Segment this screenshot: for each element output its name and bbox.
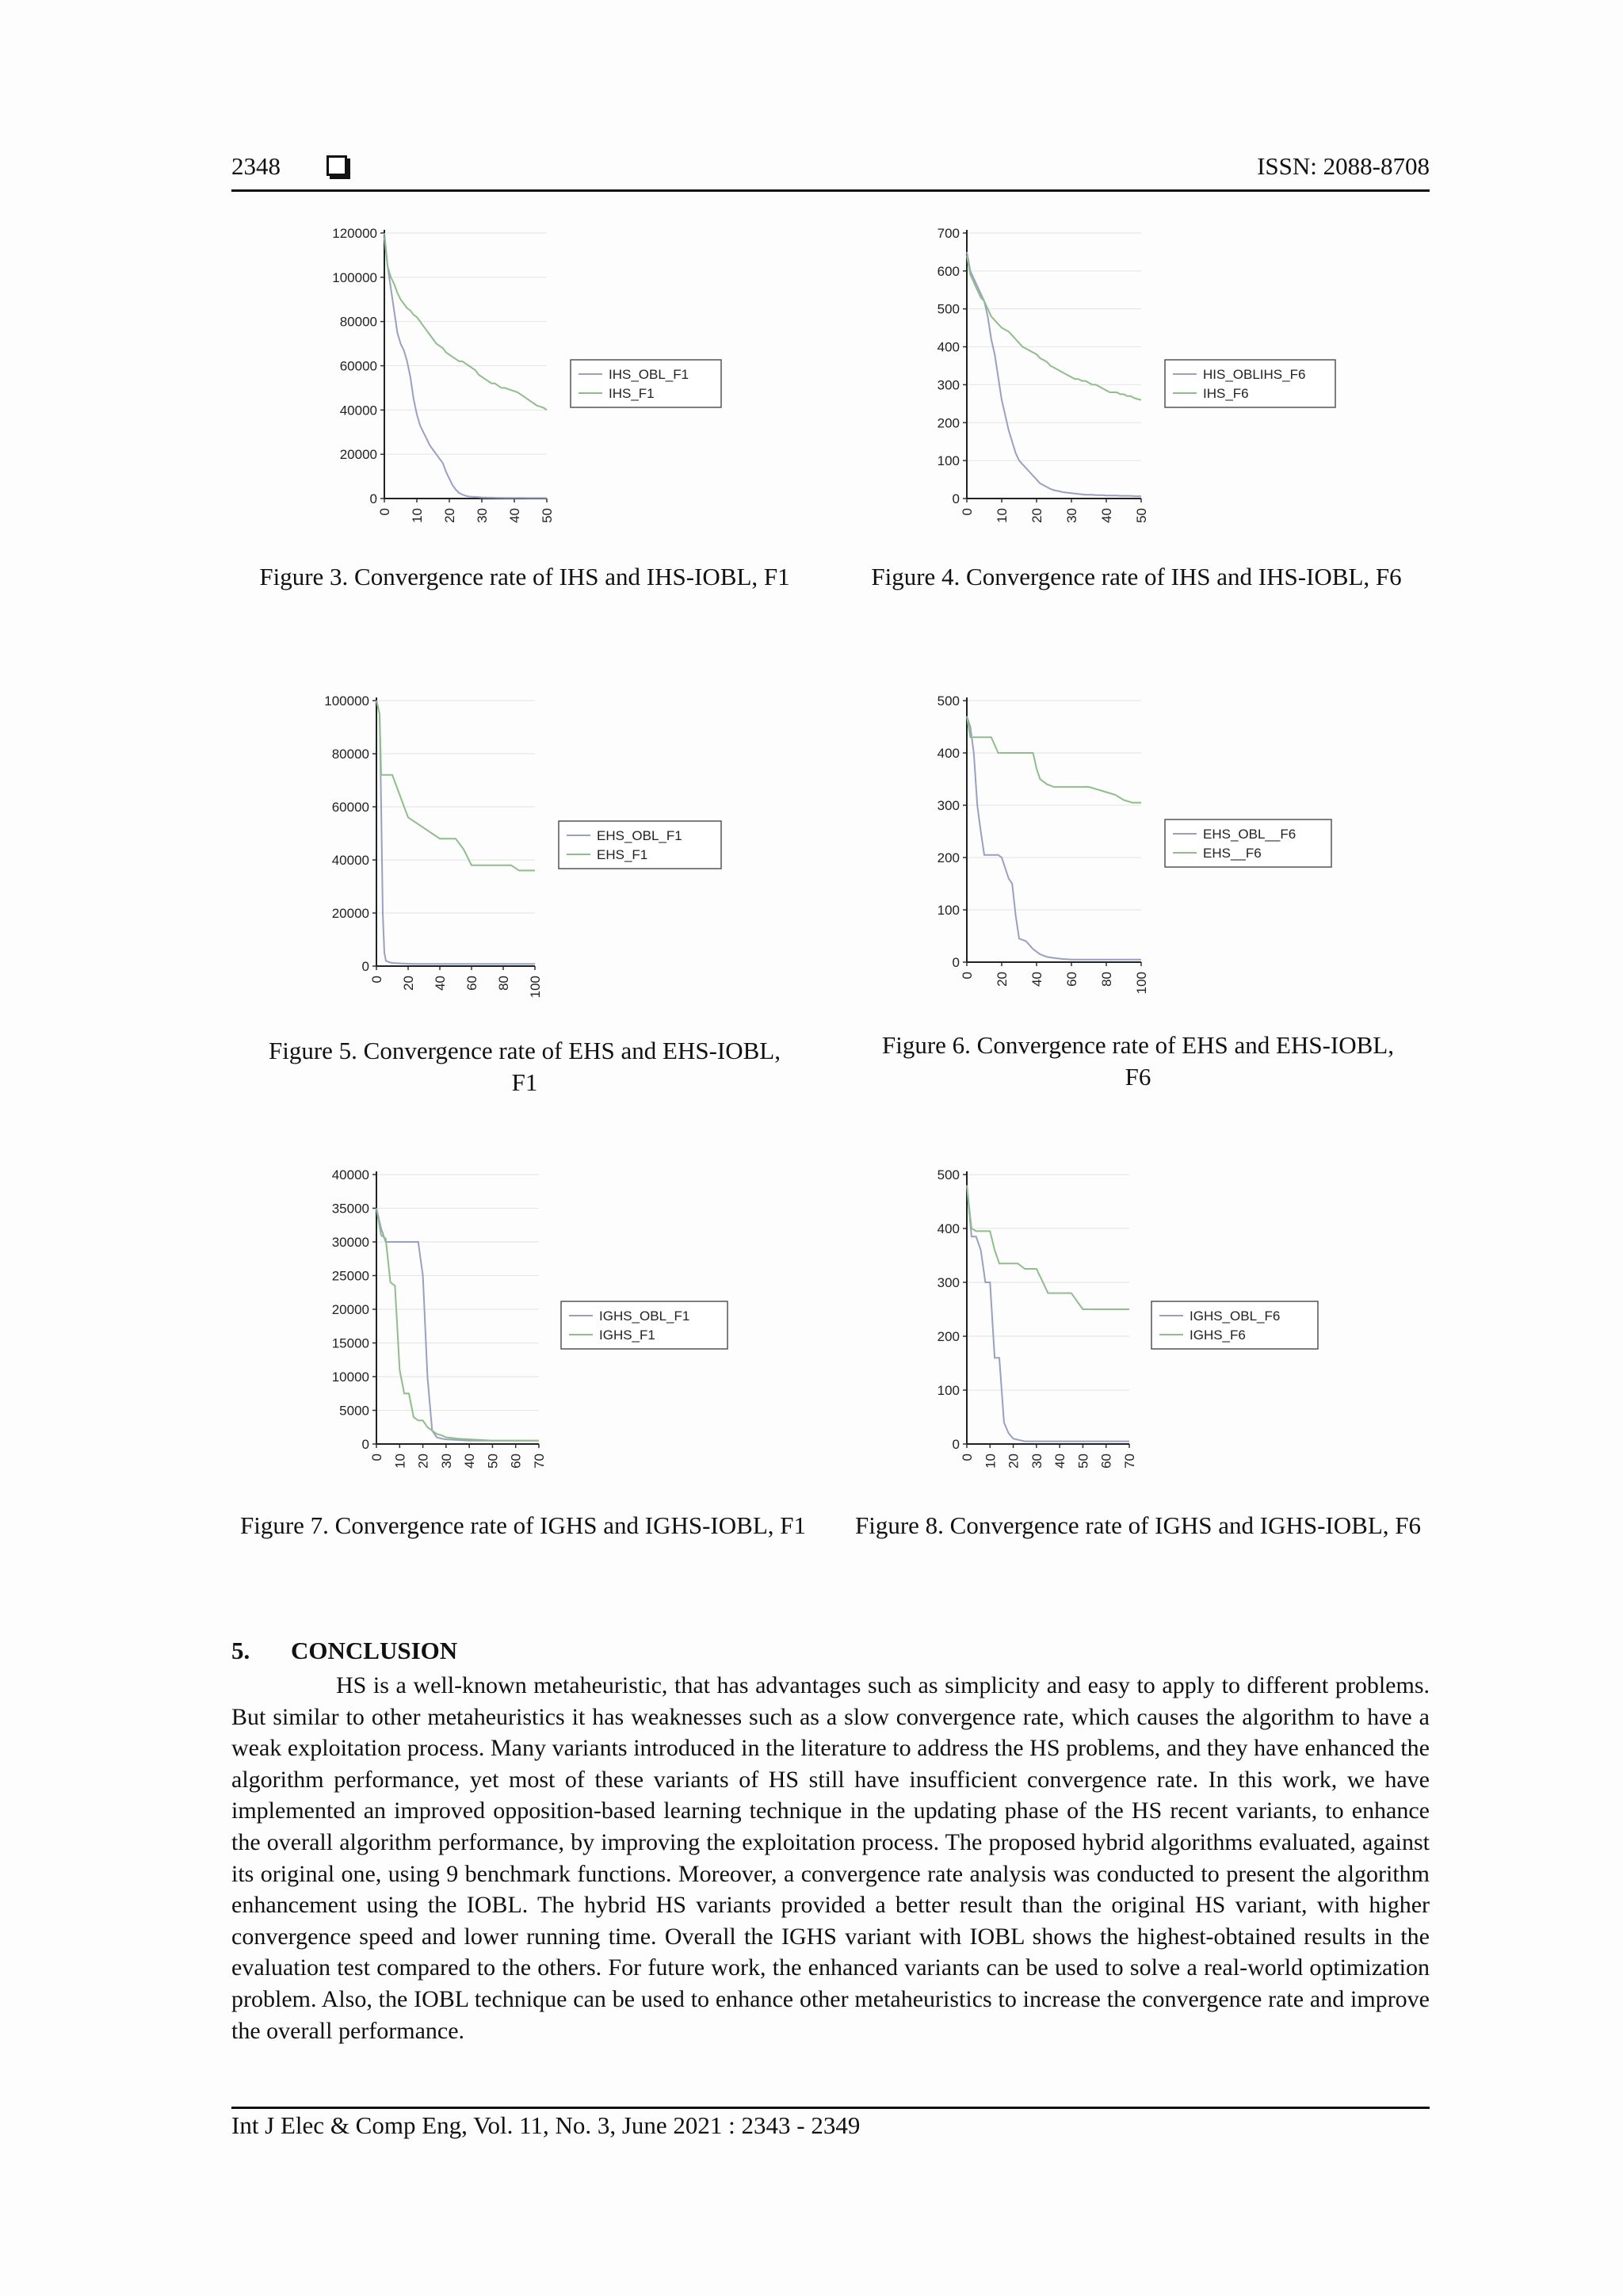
- figure-7-chart: [309, 1163, 735, 1488]
- y-tick-label: 100000: [332, 269, 377, 285]
- y-tick-label: 25000: [331, 1268, 369, 1284]
- x-tick-label: 40: [507, 508, 522, 523]
- x-tick-label: 50: [485, 1454, 501, 1469]
- legend-label: EHS_F1: [597, 847, 648, 862]
- x-tick-label: 0: [960, 508, 975, 516]
- x-tick-label: 30: [1029, 1454, 1044, 1469]
- x-tick-label: 20: [401, 976, 416, 991]
- page-number: 2348: [231, 152, 281, 180]
- legend-label: HIS_OBLIHS_F6: [1203, 367, 1306, 382]
- section-number: 5.: [231, 1637, 250, 1664]
- page-header: [231, 152, 1430, 192]
- y-tick-label: 20000: [331, 906, 369, 921]
- x-tick-label: 30: [438, 1454, 454, 1469]
- issn-label: ISSN: 2088-8708: [1257, 152, 1430, 180]
- x-tick-label: 20: [442, 508, 457, 523]
- figure-3-caption: Figure 3. Convergence rate of IHS and IHS-IOBL, F1: [259, 563, 790, 590]
- legend-label: EHS_OBL__F6: [1203, 827, 1296, 842]
- x-tick-label: 10: [392, 1454, 408, 1469]
- y-tick-label: 20000: [331, 1302, 369, 1317]
- y-tick-label: 300: [937, 377, 960, 393]
- x-tick-label: 80: [496, 976, 511, 991]
- figure-3-chart: [317, 222, 729, 543]
- legend-label: IGHS_F6: [1190, 1328, 1246, 1343]
- legend-label: IHS_OBL_F1: [609, 367, 689, 382]
- y-tick-label: 500: [937, 693, 960, 709]
- chart-svg: [317, 222, 729, 543]
- y-tick-label: 5000: [339, 1403, 369, 1419]
- y-tick-label: 300: [937, 1275, 960, 1290]
- figure-5-caption: Figure 5. Convergence rate of EHS and EHS-IOBL, F1: [269, 1037, 781, 1096]
- section-heading: [231, 1637, 457, 1665]
- series-line-2: [967, 716, 1141, 803]
- series-line-1: [376, 1209, 539, 1441]
- legend-label: IGHS_OBL_F6: [1190, 1308, 1281, 1324]
- figure-4-caption: Figure 4. Convergence rate of IHS and IHS-IOBL, F6: [871, 563, 1402, 590]
- x-tick-label: 20: [995, 972, 1010, 987]
- y-tick-label: 400: [937, 339, 960, 355]
- x-tick-label: 30: [475, 508, 490, 523]
- y-tick-label: 0: [952, 491, 960, 506]
- x-tick-label: 80: [1099, 972, 1114, 987]
- x-tick-label: 20: [1006, 1454, 1022, 1469]
- x-tick-label: 0: [369, 1454, 384, 1461]
- series-line-1: [967, 252, 1141, 496]
- x-tick-label: 0: [369, 976, 384, 984]
- x-tick-label: 40: [1029, 972, 1044, 987]
- series-line-2: [967, 256, 1141, 400]
- x-tick-label: 70: [1122, 1454, 1137, 1469]
- y-tick-label: 0: [369, 491, 377, 506]
- figure-5-chart: [309, 690, 729, 1010]
- x-tick-label: 20: [415, 1454, 431, 1469]
- chart-svg: [309, 1163, 735, 1488]
- x-tick-label: 60: [1098, 1454, 1114, 1469]
- x-tick-label: 60: [464, 976, 479, 991]
- x-tick-label: 100: [528, 976, 543, 999]
- x-tick-label: 0: [960, 972, 975, 980]
- y-tick-label: 600: [937, 263, 960, 279]
- footer-rule: [231, 2107, 1430, 2109]
- y-tick-label: 40000: [331, 1167, 369, 1182]
- y-tick-label: 200: [937, 850, 960, 865]
- x-tick-label: 50: [1134, 508, 1149, 523]
- y-tick-label: 60000: [339, 358, 377, 374]
- x-tick-label: 60: [1064, 972, 1079, 987]
- y-tick-label: 15000: [331, 1335, 369, 1351]
- x-tick-label: 40: [1052, 1454, 1068, 1469]
- y-tick-label: 0: [361, 959, 369, 974]
- y-tick-label: 700: [937, 226, 960, 241]
- y-tick-label: 500: [937, 301, 960, 317]
- series-line-2: [384, 238, 547, 411]
- legend-label: EHS_OBL_F1: [597, 828, 682, 843]
- x-tick-label: 20: [1029, 508, 1044, 523]
- figure-7-caption: Figure 7. Convergence rate of IGHS and IGHS-IOBL, F1: [239, 1511, 806, 1539]
- figure-6-caption: Figure 6. Convergence rate of EHS and EHS-IOBL, F6: [882, 1031, 1394, 1091]
- y-tick-label: 100: [937, 903, 960, 918]
- y-tick-label: 400: [937, 746, 960, 761]
- y-tick-label: 40000: [339, 403, 377, 418]
- y-tick-label: 100: [937, 1383, 960, 1398]
- y-tick-label: 500: [937, 1167, 960, 1182]
- x-tick-label: 10: [983, 1454, 999, 1469]
- y-tick-label: 300: [937, 798, 960, 813]
- x-tick-label: 50: [1075, 1454, 1091, 1469]
- x-tick-label: 0: [377, 508, 392, 516]
- figure-4-chart: [919, 222, 1343, 543]
- page-footer: Int J Elec & Comp Eng, Vol. 11, No. 3, June 2021 : 2343 - 2349: [231, 2111, 861, 2139]
- chart-svg: [919, 690, 1339, 1007]
- x-tick-label: 30: [1064, 508, 1079, 523]
- x-tick-label: 0: [960, 1454, 975, 1461]
- y-tick-label: 20000: [339, 447, 377, 463]
- section-title: CONCLUSION: [291, 1637, 458, 1664]
- x-tick-label: 70: [532, 1454, 547, 1469]
- y-tick-label: 30000: [331, 1235, 369, 1250]
- y-tick-label: 40000: [331, 853, 369, 868]
- y-tick-label: 10000: [331, 1370, 369, 1385]
- legend-label: IHS_F1: [609, 386, 655, 401]
- figure-8-chart: [919, 1163, 1326, 1488]
- y-tick-label: 200: [937, 1329, 960, 1344]
- y-tick-label: 100: [937, 453, 960, 469]
- x-tick-label: 10: [995, 508, 1010, 523]
- chart-svg: [919, 222, 1343, 543]
- y-tick-label: 0: [952, 955, 960, 970]
- legend-label: IGHS_F1: [599, 1328, 655, 1343]
- conclusion-paragraph: [231, 1670, 1430, 2046]
- y-tick-label: 100000: [324, 693, 369, 709]
- y-tick-label: 60000: [331, 800, 369, 815]
- chart-svg: [919, 1163, 1326, 1488]
- header-rule: [231, 189, 1430, 192]
- x-tick-label: 100: [1134, 972, 1149, 995]
- legend-label: IGHS_OBL_F1: [599, 1308, 690, 1324]
- y-tick-label: 120000: [332, 226, 377, 241]
- x-tick-label: 40: [433, 976, 448, 991]
- series-line-1: [376, 701, 535, 964]
- chart-svg: [309, 690, 729, 1010]
- series-line-2: [376, 1209, 539, 1441]
- checkbox-symbol-icon: [327, 155, 347, 176]
- conclusion-text: HS is a well-known metaheuristic, that has advantages such as simplicity and easy to apply to different problems. But similar to other metaheuristics it has weaknesses such as a slow convergence rate, which causes the algorithm to have a weak exploitation process. Many variants introduced in the literature to address the HS problems, and they have enhanced the algorithm performance, yet most of these variants of HS still have insufficient convergence rate. In this work, we have implemented an improved opposition-based learning technique in the updating phase of the HS recent variants, to enhance the overall algorithm performance, by improving the exploitation process. The proposed hybrid algorithms evaluated, against its original one, using 9 benchmark functions. Moreover, a convergence rate analysis was conducted to present the algorithm enhancement using the IOBL. The hybrid HS variants provided a better result than the original HS variant, with higher convergence speed and lower running time. Overall the IGHS variant with IOBL shows the highest-obtained results in the evaluation test compared to the others. For future work, the enhanced variants can be used to solve a real-world optimization problem. Also, the IOBL technique can be used to enhance other metaheuristics to increase the convergence rate and improve the overall performance.: [231, 1672, 1430, 2044]
- series-line-2: [376, 701, 535, 870]
- y-tick-label: 0: [952, 1437, 960, 1452]
- y-tick-label: 80000: [331, 747, 369, 762]
- x-tick-label: 40: [462, 1454, 478, 1469]
- y-tick-label: 35000: [331, 1201, 369, 1217]
- y-tick-label: 80000: [339, 314, 377, 330]
- y-tick-label: 400: [937, 1221, 960, 1236]
- legend-label: EHS__F6: [1203, 846, 1262, 861]
- x-tick-label: 40: [1099, 508, 1114, 523]
- x-tick-label: 60: [508, 1454, 524, 1469]
- figure-6-chart: [919, 690, 1339, 1007]
- series-line-1: [967, 1186, 1129, 1442]
- y-tick-label: 0: [361, 1437, 369, 1452]
- x-tick-label: 10: [410, 508, 425, 523]
- figure-8-caption: Figure 8. Convergence rate of IGHS and IGHS-IOBL, F6: [854, 1511, 1421, 1539]
- x-tick-label: 50: [540, 508, 555, 523]
- legend-label: IHS_F6: [1203, 386, 1249, 401]
- y-tick-label: 200: [937, 415, 960, 431]
